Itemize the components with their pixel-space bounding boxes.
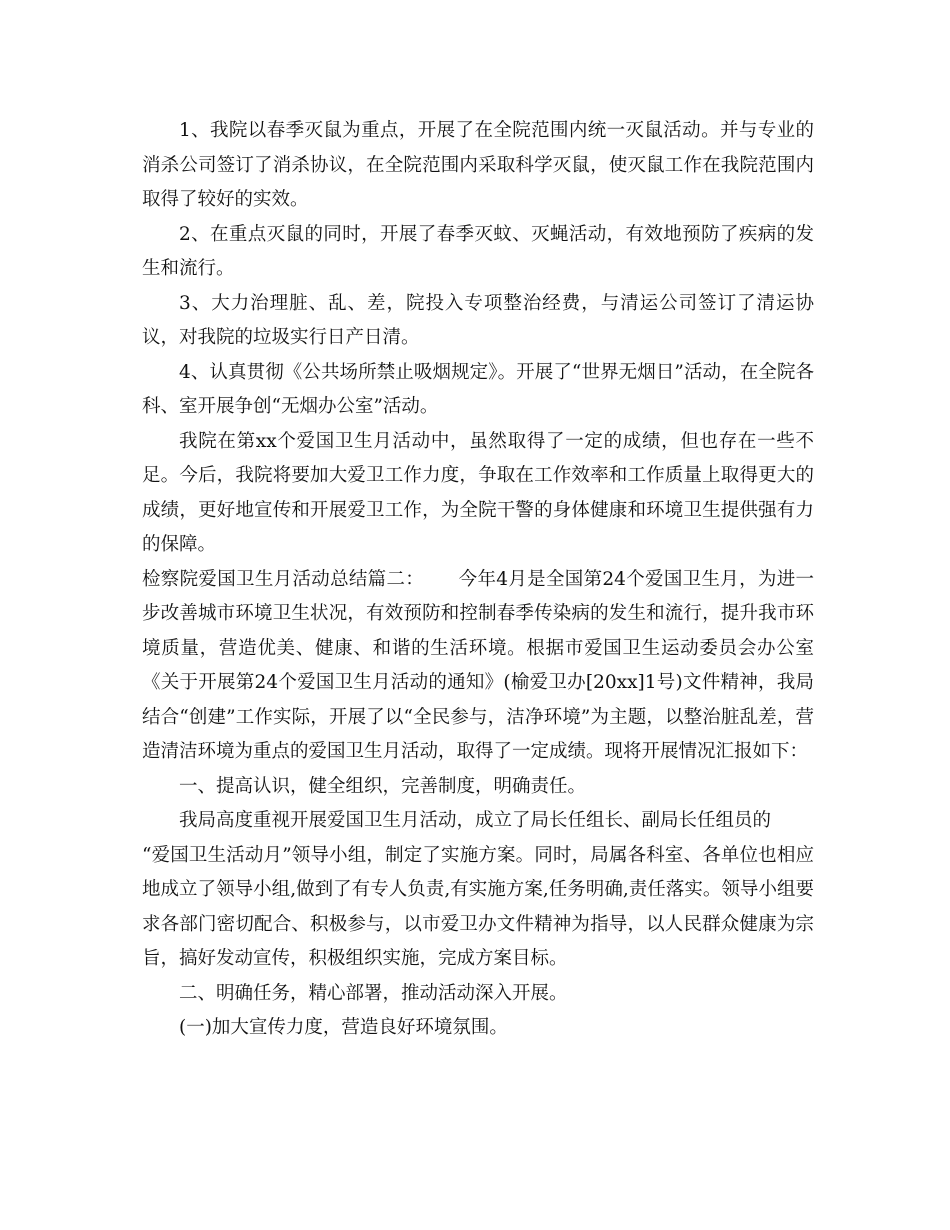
paragraph-sanitation: 3、大力治理脏、乱、差，院投入专项整治经费，与清运公司签订了清运协议，对我院的垃圾实行日产日清。 [142, 292, 814, 348]
paragraph-no-smoking: 4、认真贯彻《公共场所禁止吸烟规定》。开展了“世界无烟日”活动，在全院各科、室开展争创“无烟办公室”活动。 [142, 361, 814, 417]
section2-paragraph [142, 563, 814, 770]
paragraph-summary: 我院在第xx个爱国卫生月活动中，虽然取得了一定的成绩，但也存在一些不足。今后，我院将要加大爱卫工作力度，争取在工作效率和工作质量上取得更大的成绩，更好地宣传和开展爱卫工作，为全院干警的身体健康和环境卫生提供强有力的保障。 [142, 430, 814, 555]
heading-tasks: 二、明确任务，精心部署，推动活动深入开展。 [179, 982, 568, 1004]
document-body [142, 114, 814, 1046]
paragraph-leadership-line1: 我局高度重视开展爱国卫生月活动，成立了局长任组长、副局长任组员的 [179, 810, 772, 831]
paragraph-leadership-body: “爱国卫生活动月”领导小组，制定了实施方案。同时，局属各科室、各单位也相应地成立了领导小组,做到了有专人负责,有实施方案,任务明确,责任落实。领导小组要求各部门密切配合、积极参与，以市爱卫办文件精神为指导，以人民群众健康为宗旨，搞好发动宣传，积极组织实施，完成方案目标。 [142, 844, 814, 969]
section2-intro: 今年4月是全国第24个爱国卫生月，为进一步改善城市环境卫生状况，有效预防和控制春季传染病的发生和流行，提升我市环境质量，营造优美、健康、和谐的生活环境。根据市爱国卫生运动委员会办公室《关于开展第24个爱国卫生月活动的通知》(榆爱卫办[20xx]1号)文件精神，我局结合“创建”工作实际，开展了以“全民参与，洁净环境”为主题，以整治脏乱差，营造清洁环境为重点的爱国卫生月活动，取得了一定成绩。现将开展情况汇报如下： [142, 568, 815, 762]
paragraph-mosquito-control: 2、在重点灭鼠的同时，开展了春季灭蚊、灭蝇活动，有效地预防了疾病的发生和流行。 [142, 223, 814, 279]
section2-spacer [415, 569, 459, 590]
paragraph-rodent-control: 1、我院以春季灭鼠为重点，开展了在全院范围内统一灭鼠活动。并与专业的消杀公司签订了消杀协议，在全院范围内采取科学灭鼠，使灭鼠工作在我院范围内取得了较好的实效。 [142, 120, 814, 210]
heading-publicity: (一)加大宣传力度，营造良好环境氛围。 [179, 1017, 508, 1038]
heading-organization: 一、提高认识，健全组织，完善制度，明确责任。 [179, 775, 587, 797]
section2-title: 检察院爱国卫生月活动总结篇二： [142, 568, 415, 590]
